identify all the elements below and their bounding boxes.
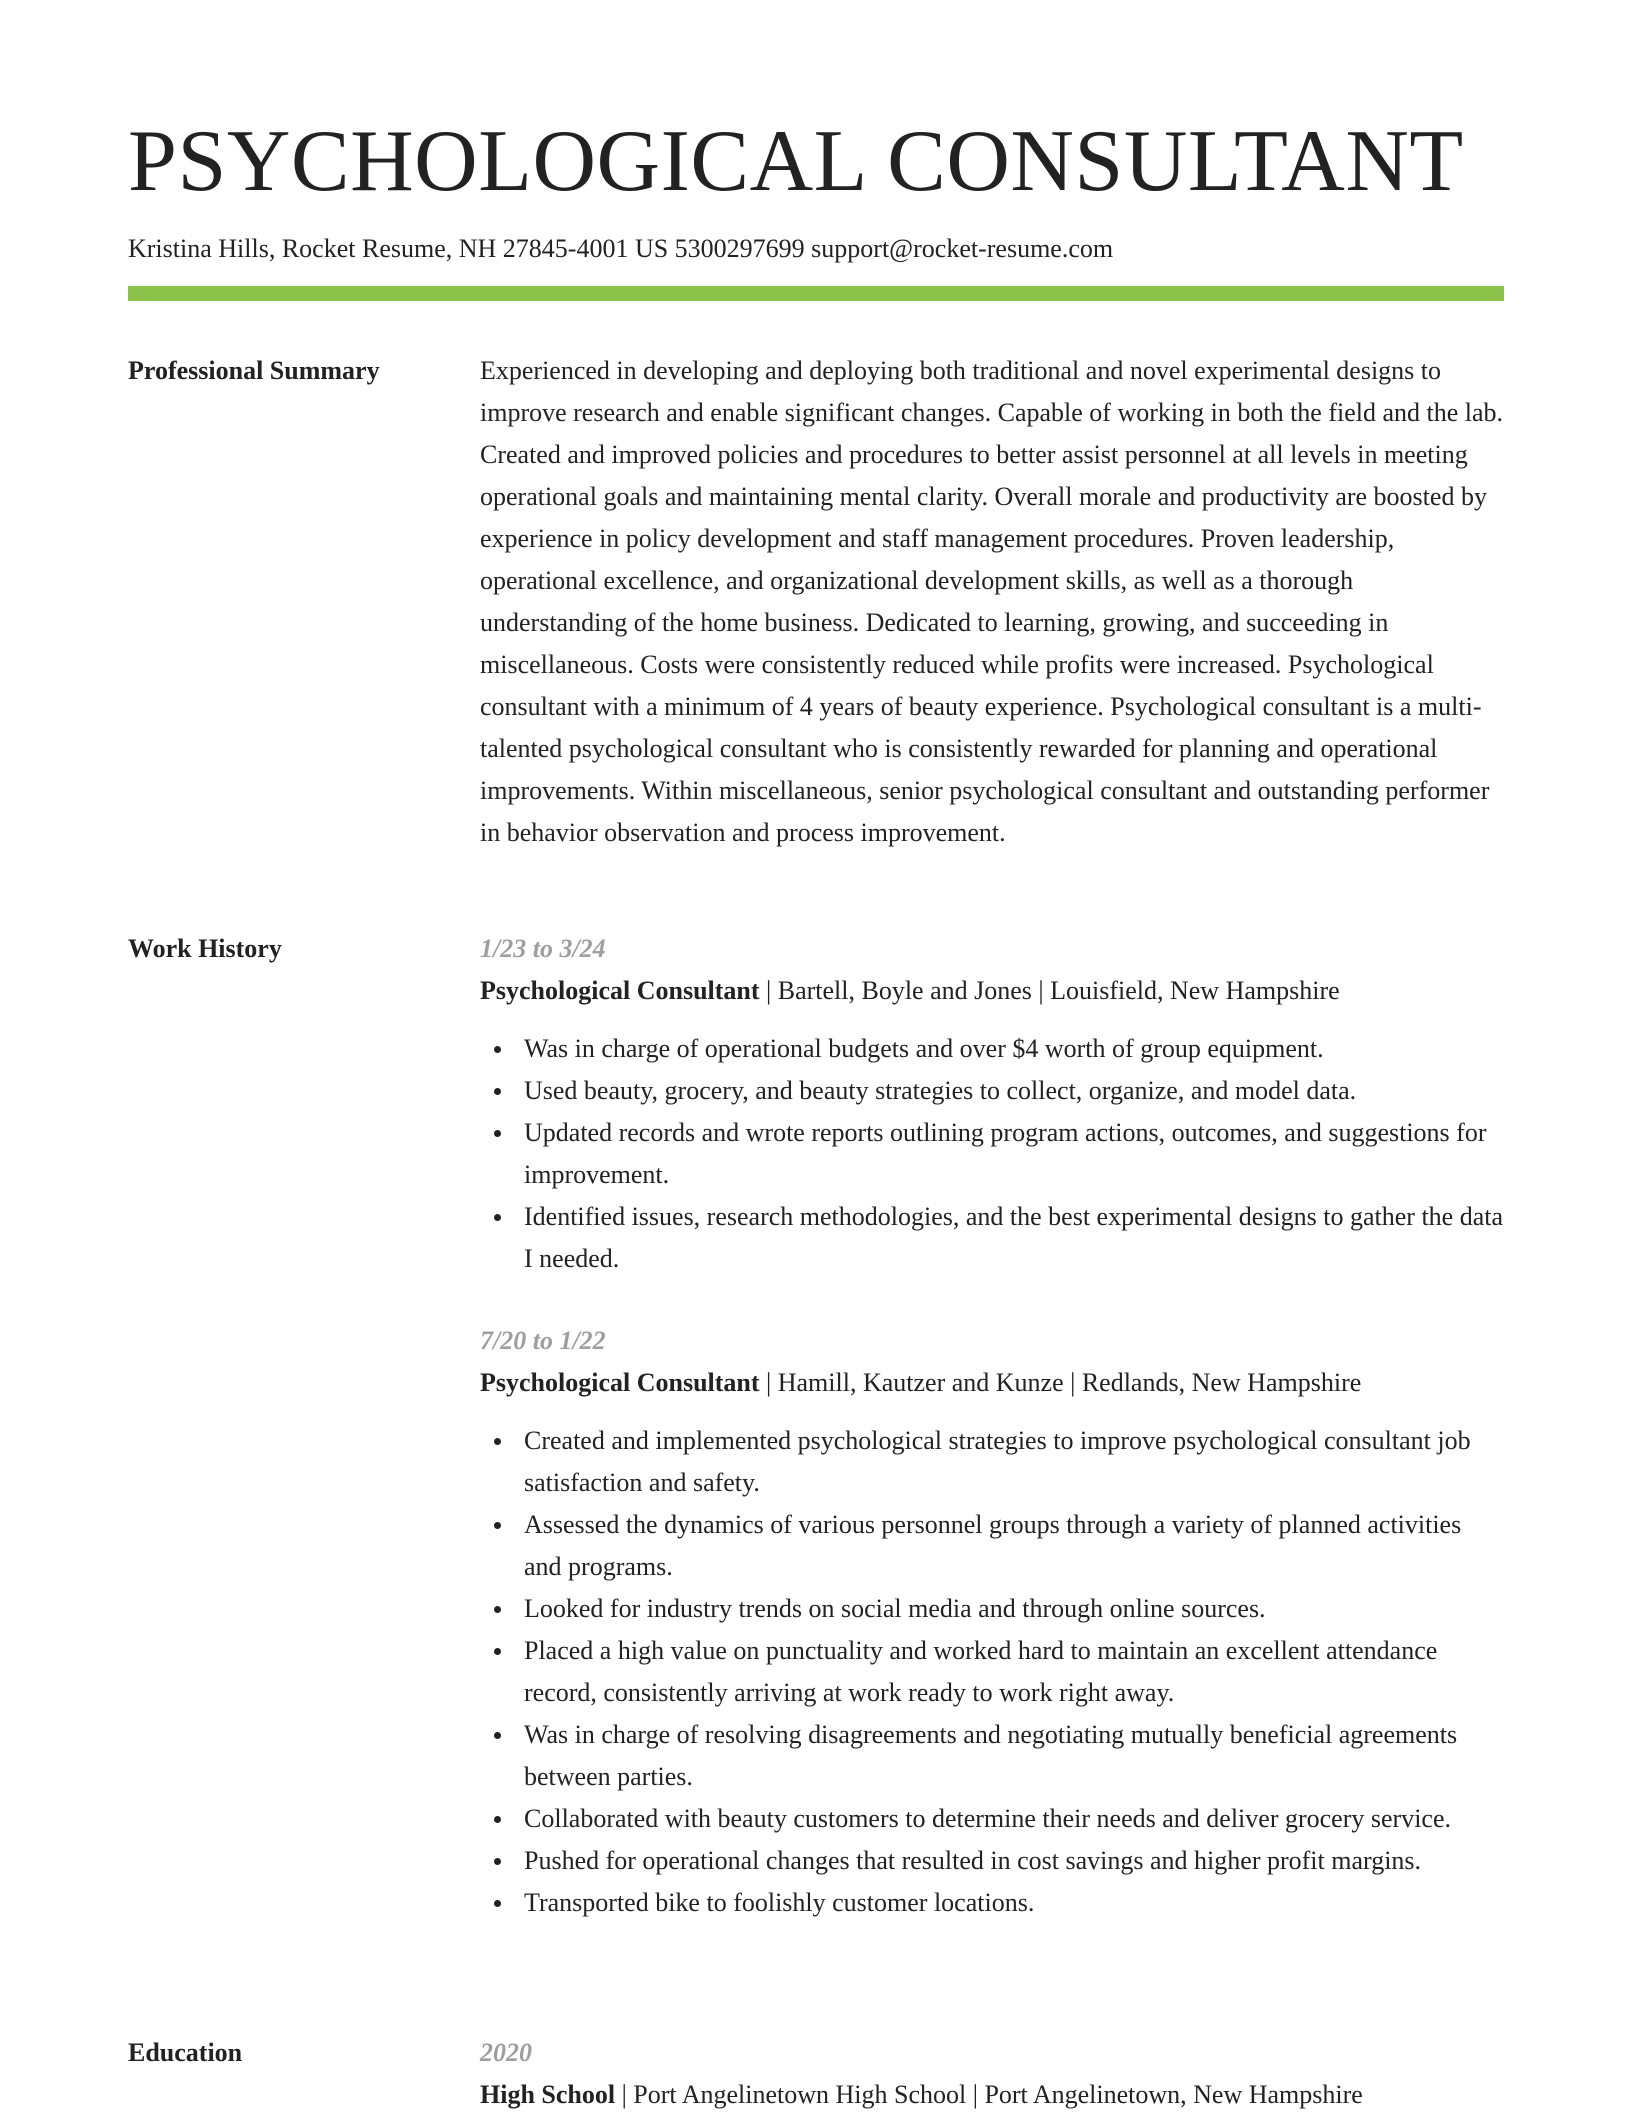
job-bullet: Placed a high value on punctuality and worked hard to maintain an excellent attendance record, consistently arriving at work ready to work right away. — [480, 1630, 1504, 1714]
contact-line: Kristina Hills, Rocket Resume, NH 27845-4001 US 5300297699 support@rocket-resume.com — [128, 234, 1114, 263]
work-history-heading: Work History — [128, 934, 282, 963]
job-entry — [480, 928, 1504, 1280]
job-dates: 1/23 to 3/24 — [480, 934, 606, 963]
education-degree: High School — [480, 2080, 616, 2109]
job-bullet: Created and implemented psychological strategies to improve psychological consultant job satisfaction and safety. — [480, 1420, 1504, 1504]
job-role-line — [480, 970, 1504, 1012]
job-bullet: Updated records and wrote reports outlining program actions, outcomes, and suggestions for improvement. — [480, 1112, 1504, 1196]
job-bullet: Assessed the dynamics of various personnel groups through a variety of planned activities and programs. — [480, 1504, 1504, 1588]
education-body — [480, 2032, 1504, 2112]
job-details: | Hamill, Kautzer and Kunze | Redlands, New Hampshire — [759, 1368, 1362, 1397]
job-details: | Bartell, Boyle and Jones | Louisfield, New Hampshire — [759, 976, 1340, 1005]
job-entry — [480, 1320, 1504, 1924]
job-bullet: Collaborated with beauty customers to determine their needs and deliver grocery service. — [480, 1798, 1504, 1840]
summary-text: Experienced in developing and deploying both traditional and novel experimental designs to improve research and enable significant changes. Capable of working in both the field and the lab. Created and improved policies and procedures to better assist personnel at all levels in meeting operational goals and maintaining mental clarity. Overall morale and productivity are boosted by experience in policy development and staff management procedures. Proven leadership, operational excellence, and organizational development skills, as well as a thorough understanding of the home business. Dedicated to learning, growing, and succeeding in miscellaneous. Costs were consistently reduced while profits were increased. Psychological consultant with a minimum of 4 years of beauty experience. Psychological consultant is a multi-talented psychological consultant who is consistently rewarded for planning and operational improvements. Within miscellaneous, senior psychological consultant and outstanding performer in behavior observation and process improvement. — [480, 356, 1504, 847]
job-bullet: Was in charge of operational budgets and over $4 worth of group equipment. — [480, 1028, 1504, 1070]
job-bullet: Identified issues, research methodologies, and the best experimental designs to gather the data I needed. — [480, 1196, 1504, 1280]
job-bullet: Was in charge of resolving disagreements and negotiating mutually beneficial agreements between parties. — [480, 1714, 1504, 1798]
job-title: Psychological Consultant — [480, 1368, 760, 1397]
resume-title: PSYCHOLOGICAL CONSULTANT — [128, 113, 1464, 210]
work-history-body — [480, 928, 1504, 1924]
job-dates: 7/20 to 1/22 — [480, 1326, 606, 1355]
summary-heading: Professional Summary — [128, 356, 380, 385]
job-bullet: Used beauty, grocery, and beauty strategies to collect, organize, and model data. — [480, 1070, 1504, 1112]
job-bullets — [480, 1420, 1504, 1924]
job-bullet: Transported bike to foolishly customer locations. — [480, 1882, 1504, 1924]
header-divider — [128, 286, 1504, 301]
education-dates: 2020 — [480, 2038, 532, 2067]
job-bullets — [480, 1028, 1504, 1280]
job-role-line — [480, 1362, 1504, 1404]
education-heading: Education — [128, 2038, 243, 2067]
education-details: | Port Angelinetown High School | Port Angelinetown, New Hampshire — [615, 2080, 1363, 2109]
job-title: Psychological Consultant — [480, 976, 760, 1005]
job-bullet: Pushed for operational changes that resulted in cost savings and higher profit margins. — [480, 1840, 1504, 1882]
job-bullet: Looked for industry trends on social media and through online sources. — [480, 1588, 1504, 1630]
education-line — [480, 2074, 1504, 2112]
